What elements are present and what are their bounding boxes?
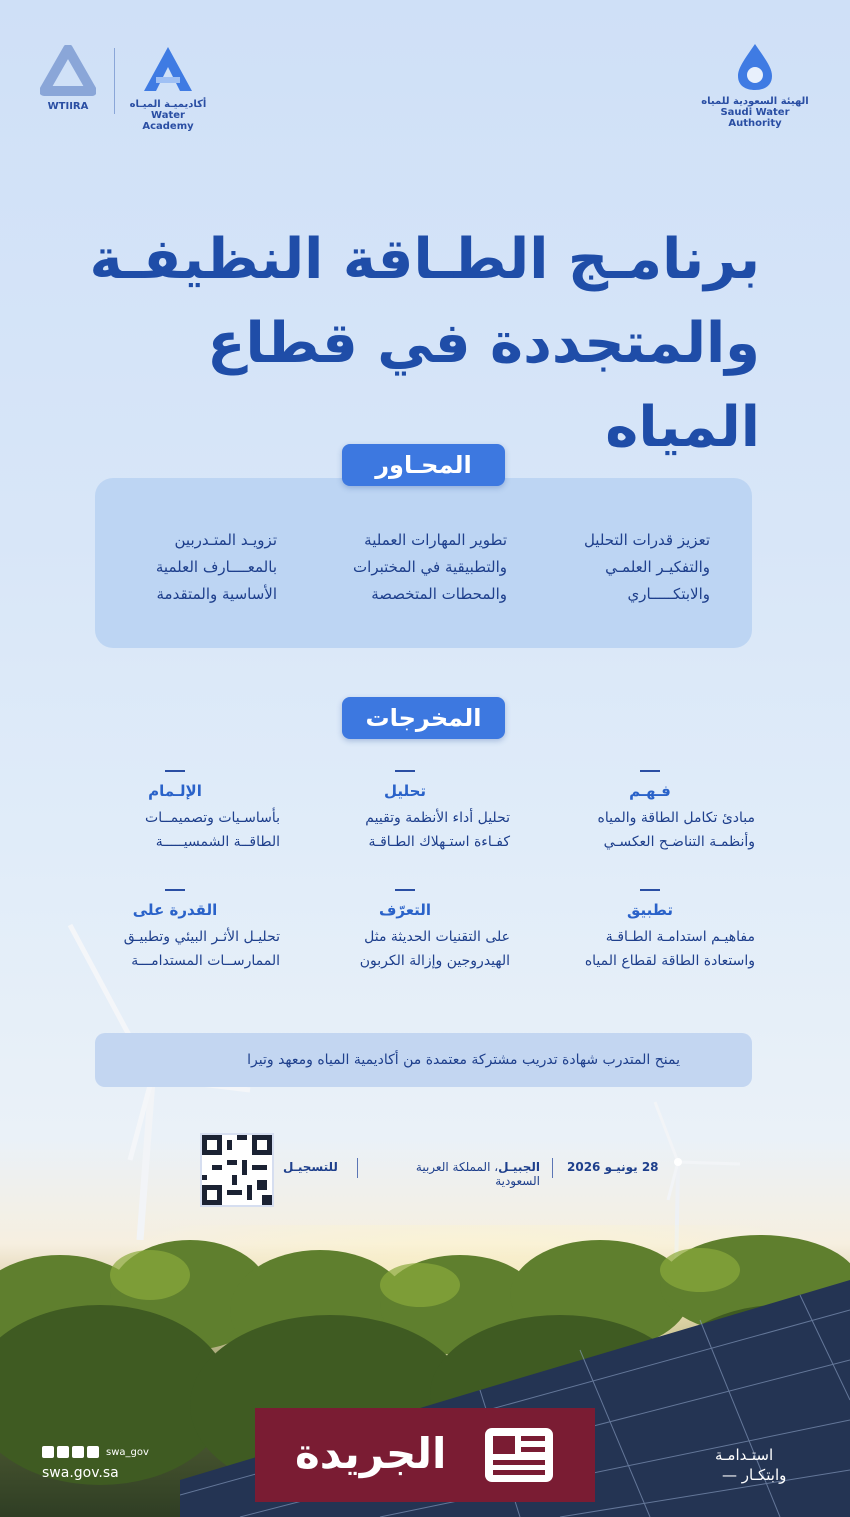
output-line1: تحليـل الأثـر البيئي وتطبيـق xyxy=(123,929,280,945)
event-date: 28 يونيـو 2026 xyxy=(567,1160,659,1174)
info-separator xyxy=(357,1158,358,1178)
output-line2: واستعادة الطاقة لقطاع المياه xyxy=(584,953,755,969)
water-academy-logo xyxy=(128,45,208,132)
output-line1: مفاهيـم استدامـة الطـاقـة xyxy=(605,929,755,945)
output-line2: الهيدروجين وإزالة الكربون xyxy=(359,953,510,969)
swa-drop-icon xyxy=(700,42,810,92)
youtube-icon[interactable] xyxy=(87,1446,99,1458)
info-separator xyxy=(552,1158,553,1178)
x-icon[interactable] xyxy=(42,1446,54,1458)
event-city: الجبيـل xyxy=(498,1160,540,1174)
output-dash xyxy=(640,770,660,772)
program-title-line1: برنامـج الطـاقة النظيفـة xyxy=(89,227,760,292)
output-head: القدرة على xyxy=(132,901,218,919)
output-item-apply xyxy=(545,889,755,973)
swa-en: Saudi Water Authority xyxy=(720,107,790,129)
instagram-icon[interactable] xyxy=(57,1446,69,1458)
aljarida-name: الجريدة xyxy=(295,1429,447,1478)
slogan-line1: استـدامـة xyxy=(715,1446,774,1464)
output-head: الإلـمام xyxy=(148,782,202,800)
certificate-text: يمنح المتدرب شهادة تدريب مشتركة معتمدة من أكاديمية المياه ومعهد وتيرا xyxy=(247,1052,680,1068)
output-item-identify xyxy=(300,889,510,973)
social-handle: swa_gov xyxy=(106,1446,149,1458)
slogan-line2: وابتكـار — xyxy=(722,1466,787,1484)
output-line2: وأنظمـة التناضـح العكسـي xyxy=(603,834,755,850)
output-line2: كفـاءة استـهلاك الطـاقـة xyxy=(368,834,510,850)
output-head: فـهـم xyxy=(629,782,671,800)
axis-item-2 xyxy=(307,527,507,608)
output-head: تحليل xyxy=(383,782,427,800)
register-qr-code[interactable] xyxy=(200,1133,274,1207)
qr-code-icon xyxy=(202,1135,272,1205)
output-line1: مبادئ تكامل الطاقة والمياه xyxy=(597,810,755,826)
wtiira-logo xyxy=(40,45,96,112)
program-title-line2: والمتجددة في قطاع المياه xyxy=(207,311,760,460)
event-country: المملكة العربية السعودية xyxy=(415,1160,540,1188)
output-dash xyxy=(640,889,660,891)
academy-ar: أكاديميـة الميـاه xyxy=(129,99,207,110)
swa-ar: الهيئة السعودية للمياه xyxy=(701,96,809,107)
aljarida-watermark xyxy=(255,1408,595,1502)
newspaper-icon xyxy=(483,1426,555,1484)
output-line2: الطاقــة الشمسيـــــة xyxy=(155,834,280,850)
axis-item-1 xyxy=(510,527,710,608)
axis-item-2-line1: تطوير المهارات العملية xyxy=(364,531,507,549)
output-item-mastery xyxy=(70,770,280,854)
axis-item-2-line3: والمحطات المتخصصة xyxy=(371,585,507,603)
output-head: تطبيق xyxy=(626,901,673,919)
outputs-heading: المخرجات xyxy=(342,697,505,739)
axis-item-2-line2: والتطبيقية في المختبرات xyxy=(353,558,507,576)
output-dash xyxy=(165,770,185,772)
axis-item-1-line2: والتفكيـر العلمـي xyxy=(605,558,710,576)
event-location: الجبيـل، المملكة العربية السعودية xyxy=(415,1160,540,1188)
website-link[interactable]: swa.gov.sa xyxy=(42,1465,119,1481)
output-dash xyxy=(395,889,415,891)
axis-item-3-line3: الأساسية والمتقدمة xyxy=(156,585,277,603)
facebook-icon[interactable] xyxy=(72,1446,84,1458)
social-icons xyxy=(42,1445,149,1459)
axis-item-3-line1: تزويـد المتـدربين xyxy=(174,531,277,549)
logo-divider xyxy=(114,48,115,114)
output-line1: تحليل أداء الأنظمة وتقييم xyxy=(365,810,510,826)
axis-item-3 xyxy=(77,527,277,608)
axis-item-3-line2: بالمعــــارف العلمية xyxy=(155,558,277,576)
output-dash xyxy=(165,889,185,891)
output-line1: على التقنيات الحديثة مثل xyxy=(364,929,510,945)
axes-heading: المحـاور xyxy=(342,444,505,486)
output-head: التعرّف xyxy=(378,901,432,919)
water-academy-mark-icon xyxy=(128,45,208,95)
axis-item-1-line3: والابتكـــــاري xyxy=(627,585,710,603)
register-label: للتسجيـل xyxy=(283,1160,338,1174)
output-dash xyxy=(395,770,415,772)
certificate-bar xyxy=(95,1033,752,1087)
academy-en: Water Academy xyxy=(142,110,194,132)
output-line1: بأساسـيات وتصميمــات xyxy=(145,810,280,826)
wtiira-mark-icon xyxy=(40,45,96,97)
swa-logo xyxy=(700,42,810,129)
axis-item-1-line1: تعزيز قدرات التحليل xyxy=(583,531,710,549)
wtiira-name: WTIIRA xyxy=(47,101,89,112)
output-item-analyze xyxy=(300,770,510,854)
output-item-understand xyxy=(545,770,755,854)
output-line2: الممارســات المستدامـــة xyxy=(131,953,280,969)
